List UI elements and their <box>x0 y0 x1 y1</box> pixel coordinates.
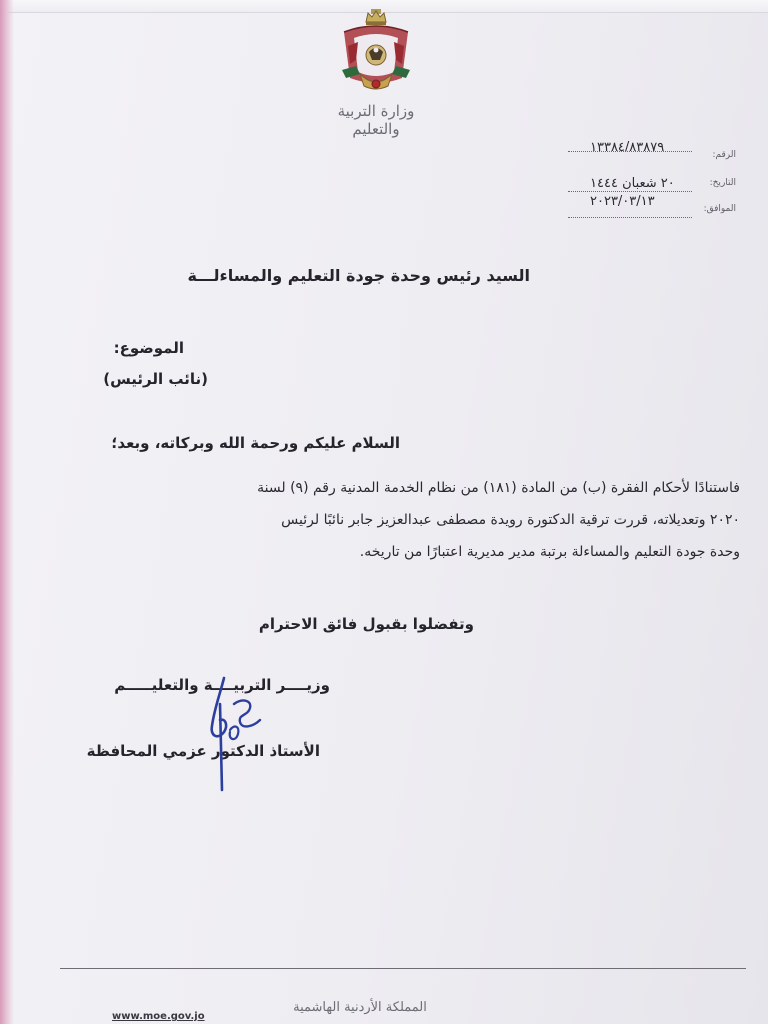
body-line: وحدة جودة التعليم والمساءلة برتبة مدير مديرية اعتبارًا من تاريخه. <box>359 544 740 560</box>
minister-name: الأستاذ الدكتور عزمي المحافظة <box>86 742 320 760</box>
reference-number-row <box>560 140 738 166</box>
reference-corresponding-dots <box>568 217 692 218</box>
letter-addressee: السيد رئيس وحدة جودة التعليم والمساءلـــة <box>187 266 530 285</box>
subject-label: الموضوع: <box>113 339 184 357</box>
letter-body <box>60 472 740 568</box>
footer-divider <box>60 968 746 969</box>
reference-block <box>560 140 738 222</box>
letter-closing: وتفضلوا بقبول فائق الاحترام <box>258 615 474 633</box>
reference-number-label: الرقم: <box>712 150 736 160</box>
reference-date-label: التاريخ: <box>709 178 736 188</box>
reference-corresponding-label: الموافق: <box>703 204 736 214</box>
letter-greeting: السلام عليكم ورحمة الله وبركاته، وبعد؛ <box>111 434 400 452</box>
reference-number-dots <box>568 151 692 152</box>
handwritten-signature-icon <box>190 674 280 792</box>
pink-page-edge <box>0 0 14 1024</box>
reference-corresponding-row <box>560 194 738 220</box>
minister-title: وزيــــر التربيــــة والتعليـــــم <box>114 676 330 694</box>
body-line: ٢٠٢٠ وتعديلاته، قررت ترقية الدكتورة رويدة مصطفى عبدالعزيز جابر نائبًا لرئيس <box>281 512 740 528</box>
subject-text: (نائب الرئيس) <box>103 370 208 388</box>
reference-number-value: ١٣٣٨٤/٨٣٨٧٩ <box>590 140 665 155</box>
reference-date-dots <box>568 191 692 192</box>
reference-corresponding-value: ٢٠٢٣/٠٣/١٣ <box>590 194 655 209</box>
reference-date-row <box>560 174 738 194</box>
reference-date-value: ٢٠ شعبان ١٤٤٤ <box>590 176 675 191</box>
ministry-name: وزارة التربية والتعليم <box>337 102 415 138</box>
coat-of-arms-icon <box>338 8 414 92</box>
footer-country: المملكة الأردنية الهاشمية <box>293 1000 427 1015</box>
footer-website: www.moe.gov.jo <box>112 1011 205 1022</box>
body-line: فاستنادًا لأحكام الفقرة (ب) من المادة (١٨١) من نظام الخدمة المدنية رقم (٩) لسنة <box>257 480 740 496</box>
